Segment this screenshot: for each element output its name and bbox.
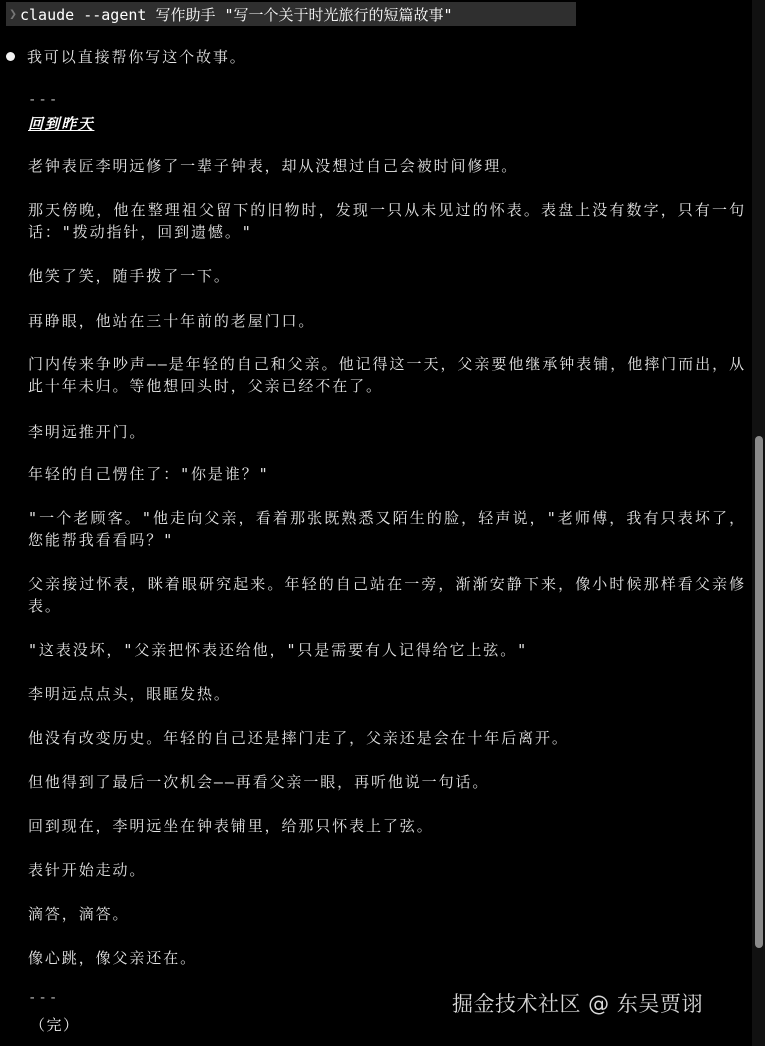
command-line [6,2,576,26]
watermark: 掘金技术社区 @ 东吴贾诩 [452,992,703,1016]
story-paragraph: 李明远推开门。 [28,423,147,441]
story-paragraph: 回到现在，李明远坐在钟表铺里，给那只怀表上了弦。 [28,817,434,835]
story-paragraph: 老钟表匠李明远修了一辈子钟表，却从没想过自己会被时间修理。 [28,157,519,175]
story-paragraph: 他笑了笑，随手拨了一下。 [28,267,231,285]
story-paragraph: "一个老顾客。"他走向父亲，看着那张既熟悉又陌生的脸，轻声说，"老师傅，我有只表坏了，您能帮我看看吗？" [28,509,746,549]
rule-bottom: --- [28,990,60,1006]
story-paragraph: 父亲接过怀表，眯着眼研究起来。年轻的自己站在一旁，渐渐安静下来，像小时候那样看父亲修表。 [28,575,746,615]
vertical-scrollbar[interactable] [752,0,765,1046]
story-paragraph: 李明远点点头，眼眶发热。 [28,685,231,703]
story-paragraph: "这表没坏，"父亲把怀表还给他，"只是需要有人记得给它上弦。" [28,641,529,659]
story-paragraph: 但他得到了最后一次机会——再看父亲一眼，再听他说一句话。 [28,773,490,791]
response-intro [6,46,247,67]
story-paragraph: 他没有改变历史。年轻的自己还是摔门走了，父亲还是会在十年后离开。 [28,729,569,747]
rule-top: --- [28,92,60,108]
story-paragraph: 年轻的自己愣住了："你是谁？" [28,465,270,483]
story-paragraph: 门内传来争吵声——是年轻的自己和父亲。他记得这一天，父亲要他继承钟表铺，他摔门而出，从此十年未归。等他想回头时，父亲已经不在了。 [28,355,746,395]
story-paragraph: 表针开始走动。 [28,861,147,879]
story-paragraph: 那天傍晚，他在整理祖父留下的旧物时，发现一只从未见过的怀表。表盘上没有数字，只有一句话："拨动指针，回到遗憾。" [28,201,746,241]
story-end: （完） [30,1016,80,1034]
story-paragraph: 再睁眼，他站在三十年前的老屋门口。 [28,312,316,330]
bullet-dot-icon [6,52,15,61]
scrollbar-thumb[interactable] [755,436,763,948]
intro-text: 我可以直接帮你写这个故事。 [27,48,247,66]
story-paragraph: 像心跳，像父亲还在。 [28,949,198,967]
story-title: 回到昨天 [28,115,95,133]
story-paragraph: 滴答，滴答。 [28,905,130,923]
chevron-right-icon: ❯ [9,6,17,22]
command-text: claude --agent 写作助手 "写一个关于时光旅行的短篇故事" [20,5,453,24]
